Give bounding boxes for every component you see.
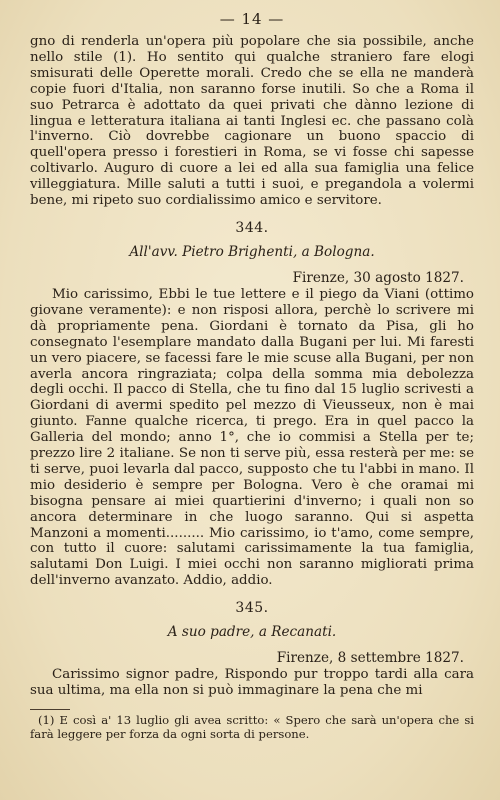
letter-345-body: Carissimo signor padre, Rispondo pur troppo tardi alla cara sua ultima, ma ella non si può immaginare la pena che mi xyxy=(30,667,474,699)
page-number: — 14 — xyxy=(219,10,285,28)
letter-345-dateline: Firenze, 8 settembre 1827. xyxy=(276,650,464,667)
letter-344 xyxy=(30,219,474,589)
letter-344-addressee: All'avv. Pietro Brighenti, a Bologna. xyxy=(129,243,375,260)
footnote xyxy=(30,714,474,741)
letter-345-addressee: A suo padre, a Recanati. xyxy=(167,624,337,641)
letter-343-continuation xyxy=(30,34,474,209)
footnote-divider xyxy=(30,709,70,710)
letter-343-text: gno di renderla un'opera più popolare che sia possibile, anche nello stile (1). Ho sentito qui qualche straniero fare elogi smisurati delle Operette morali. Credo che se ella ne manderà copie fuori d'Italia, non saranno forse inutili. So che a Roma il suo Petrarca è adottato da quei privati che dànno lezione di lingua e letteratura italiana ai tanti Inglesi ec. che passano colà l'inverno. Ciò dovrebbe cagionare un buono spaccio di quell'opera presso i forestieri in Roma, se vi fosse chi sapesse coltivarlo. Auguro di cuore a lei ed alla sua famiglia una felice villeggiatura. Mille saluti a tutti i suoi, e pregandola a volermi bene, mi ripeto suo cordialissimo amico e servitore. xyxy=(30,34,474,209)
footnote-text: (1) E così a' 13 luglio gli avea scritto: « Spero che sarà un'opera che si farà leggere per forza da ogni sorta di persone. xyxy=(30,713,474,741)
letter-345-number: 345. xyxy=(235,600,269,617)
letter-344-body: Mio carissimo, Ebbi le tue lettere e il piego da Viani (ottimo giovane veramente): e non risposi allora, perchè lo scrivere mi dà propriamente pena. Giordani è tornato da Pisa, gli ho consegnato l'esemplare mandato dalla Bugani per lui. Mi faresti un vero piacere, se facessi fare le mie scuse alla Bugani, per non averla ancora ringraziata; colpa della somma mia debolezza degli occhi. Il pacco di Stella, che tu fino dal 15 luglio scrivesti a Giordani di avermi spedito pel mezzo di Vieusseux, non è mai giunto. Fanne qualche ricerca, ti prego. Era in quel pacco la Galleria del mondo; anno 1°, che io commisi a Stella per te; prezzo lire 2 italiane. Se non ti serve più, essa resterà per me: se ti serve, puoi levarla dal pacco, supposto che tu l'abbi in mano. Il mio desiderio è sempre per Bologna. Vero è che oramai mi bisogna pensare ai miei quartierini d'inverno; i quali non so ancora determinare in che luogo saranno. Qui si aspetta Manzoni a momenti......... Mio carissimo, io t'amo, come sempre, con tutto il cuore: salutami carissimamente la tua famiglia, salutami Don Luigi. I miei occhi non saranno migliorati prima dell'inverno avanzato. Addio, addio. xyxy=(30,286,474,589)
letter-345 xyxy=(30,599,474,699)
letter-344-dateline: Firenze, 30 agosto 1827. xyxy=(292,269,464,286)
letter-344-number: 344. xyxy=(235,219,269,236)
